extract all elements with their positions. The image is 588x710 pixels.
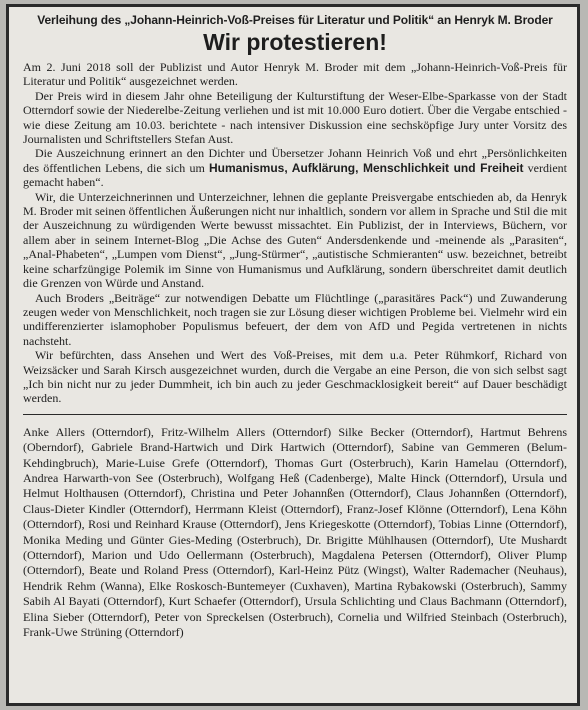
article-body bbox=[23, 60, 567, 406]
paragraph bbox=[23, 146, 567, 189]
headline: Wir protestieren! bbox=[203, 29, 387, 55]
emphasized-values: Humanismus, Aufklärung, Menschlichkeit und Freiheit bbox=[209, 160, 524, 175]
signatories-text: Anke Allers (Otterndorf), Fritz-Wilhelm Allers (Otterndorf) Silke Becker (Otterndorf), Hartmut Behrens (Oberndorf), Gabriele Brand-Hartwich und Dirk Hartwich (Otterndorf), Sabine van Gemmeren (Belum-Kehdingbruch), Marie-Luise Grefe (Otterndorf), Thomas Gurt (Osterbruch), Karin Hamelau (Otterndorf), Andrea Harwarth-von See (Osterbruch), Wolfgang Heß (Cadenberge), Malte Hinck (Otterndorf), Ursula und Helmut Holthausen (Otterndorf), Christina und Peter Johannßen (Otterndorf), Claus Johannßen (Otterndorf), Claus-Dieter Kindler (Otterndorf), Herrmann Kleist (Otterndorf), Franz-Josef Klönne (Otterndorf), Lena Köhn (Otterndorf), Rosi und Reinhard Krause (Otterndorf), Jens Kriegeskotte (Otterndorf), Tobias Linne (Otterndorf), Monika Meding und Günter Gies-Meding (Osterbruch), Dr. Brigitte Mühlhausen (Otterndorf), Ute Mushardt (Otterndorf), Marion und Udo Oellermann (Osterbruch), Magdalena Petersen (Otterndorf), Oliver Plump (Otterndorf), Beate und Roland Press (Otterndorf), Karl-Heinz Pütz (Wingst), Walter Rademacher (Neuhaus), Hendrik Rehm (Wanna), Elke Roskosch-Buntemeyer (Cuxhaven), Martina Rybakowski (Osterbruch), Sammy Sabih Al Bayati (Otterndorf), Kurt Schaefer (Otterndorf), Ursula Schlichting und Claus Bachmann (Otterndorf), Elina Sieber (Otterndorf), Peter von Spreckelsen (Osterbruch), Cornelia und Wilfried Steinbach (Osterbruch), Frank-Uwe Strüning (Otterndorf) bbox=[23, 424, 567, 640]
kicker-line: Verleihung des „Johann-Heinrich-Voß-Preises für Literatur und Politik“ an Henryk M. Broder bbox=[37, 13, 553, 27]
paragraph: Wir, die Unterzeichnerinnen und Unterzeichner, lehnen die geplante Preisvergabe entschieden ab, da Henryk M. Broder mit seinen öffentlichen Äußerungen nicht nur inhaltlich, sondern vor allem in Sprache und Stil die mit der Auszeichnung zu würdigenden Werte bewusst missachtet. Ein Publizist, der in Interviews, Büchern, vor allem aber in seinem Internet-Blog „Die Achse des Guten“ Andersdenkende und -meinende als „Parasiten“, „Anal-Phabeten“, „Lumpen vom Dienst“, „Jung-Stürmer“, „autistische Schmieranten“ usw. bezeichnet, betreibt keine scharfzüngige Polemik im Sinne von Humanismus und Aufklärung, sondern überschreitet damit deutlich die Grenzen von Würde und Anstand. bbox=[23, 189, 567, 291]
signatories-list bbox=[23, 425, 567, 641]
paragraph-text: verdient gemacht haben“. bbox=[23, 160, 567, 190]
paragraph: Auch Broders „Beiträge“ zur notwendigen Debatte um Flüchtlinge („parasitäres Pack“) und Zuwanderung zeugen weder von Menschlichkeit, noch tragen sie zur Lösung dieser wichtigen Probleme bei. Vielmehr wird ein undifferenzierter islamophober Populismus befeuert, der dem von AfD und Pegida vertretenen in nichts nachsteht. bbox=[23, 290, 567, 348]
paragraph-text: Die Auszeichnung erinnert an den Dichter und Übersetzer Johann Heinrich Voß und ehrt „Persönlichkeiten des öffentlichen Lebens, die sich um bbox=[23, 146, 567, 175]
paragraph: Der Preis wird in diesem Jahr ohne Beteiligung der Kulturstiftung der Weser-Elbe-Sparkasse von der Stadt Otterndorf sowie der Niederelbe-Zeitung verliehen und ist mit 10.000 Euro dotiert. Über die Vergabe entschied - wie diese Zeitung am 10.03. berichtete - nach intensiver Diskussion eine sechsköpfige Jury unter Vorsitz des Journalisten und Schriftstellers Stefan Aust. bbox=[23, 88, 567, 147]
paragraph: Am 2. Juni 2018 soll der Publizist und Autor Henryk M. Broder mit dem „Johann-Heinrich-Voß-Preis für Literatur und Politik“ ausgezeichnet werden. bbox=[23, 60, 567, 89]
newspaper-clipping bbox=[6, 4, 580, 706]
divider bbox=[23, 414, 567, 415]
paragraph: Wir befürchten, dass Ansehen und Wert des Voß-Preises, mit dem u.a. Peter Rühmkorf, Richard von Weizsäcker und Sarah Kirsch ausgezeichnet wurden, durch die Vergabe an eine Person, die von sich selbst sagt „Ich bin nicht nur zu jeder Dummheit, ich bin auch zu jeder Geschmacklosigkeit bereit“ auf Dauer beschädigt werden. bbox=[23, 348, 567, 406]
